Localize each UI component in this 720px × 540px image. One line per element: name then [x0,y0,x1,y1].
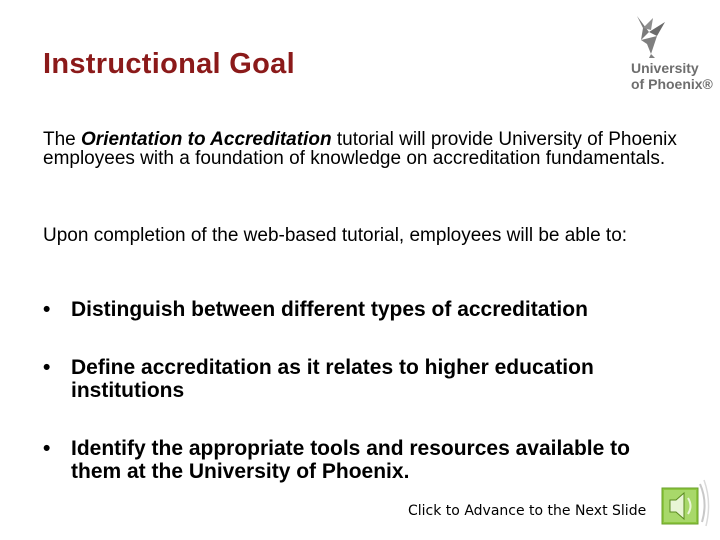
intro-before: The [43,129,82,150]
bullet-icon: • [43,356,51,379]
list-item [43,356,683,402]
list-item-text: Identify the appropriate tools and resources available to them at the University of Phoenix. [71,437,630,483]
list-item-text: Distinguish between different types of accreditation [71,298,588,321]
intro-paragraph [43,130,693,168]
phoenix-bird-icon [631,14,671,58]
bullet-icon: • [43,437,51,460]
lead-in-paragraph: Upon completion of the web-based tutorial, employees will be able to: [43,225,628,246]
university-logo [624,14,713,94]
logo-wordmark [631,60,713,92]
slide-title: Instructional Goal [43,48,295,80]
logo-line-2: of Phoenix® [631,76,713,92]
intro-after: tutorial will provide University of Phoenix employees with a foundation of knowledge on accreditation fundamentals. [43,129,677,169]
advance-slide-link[interactable]: Click to Advance to the Next Slide [408,503,647,519]
audio-speaker-button[interactable] [660,478,710,528]
tutorial-name: Orientation to Accreditation [81,129,332,150]
bullet-icon: • [43,298,51,321]
list-item [43,437,683,483]
list-item-text: Define accreditation as it relates to higher education institutions [71,356,594,402]
logo-line-1: University [631,60,699,76]
list-item [43,298,683,321]
speaker-icon [660,478,710,528]
